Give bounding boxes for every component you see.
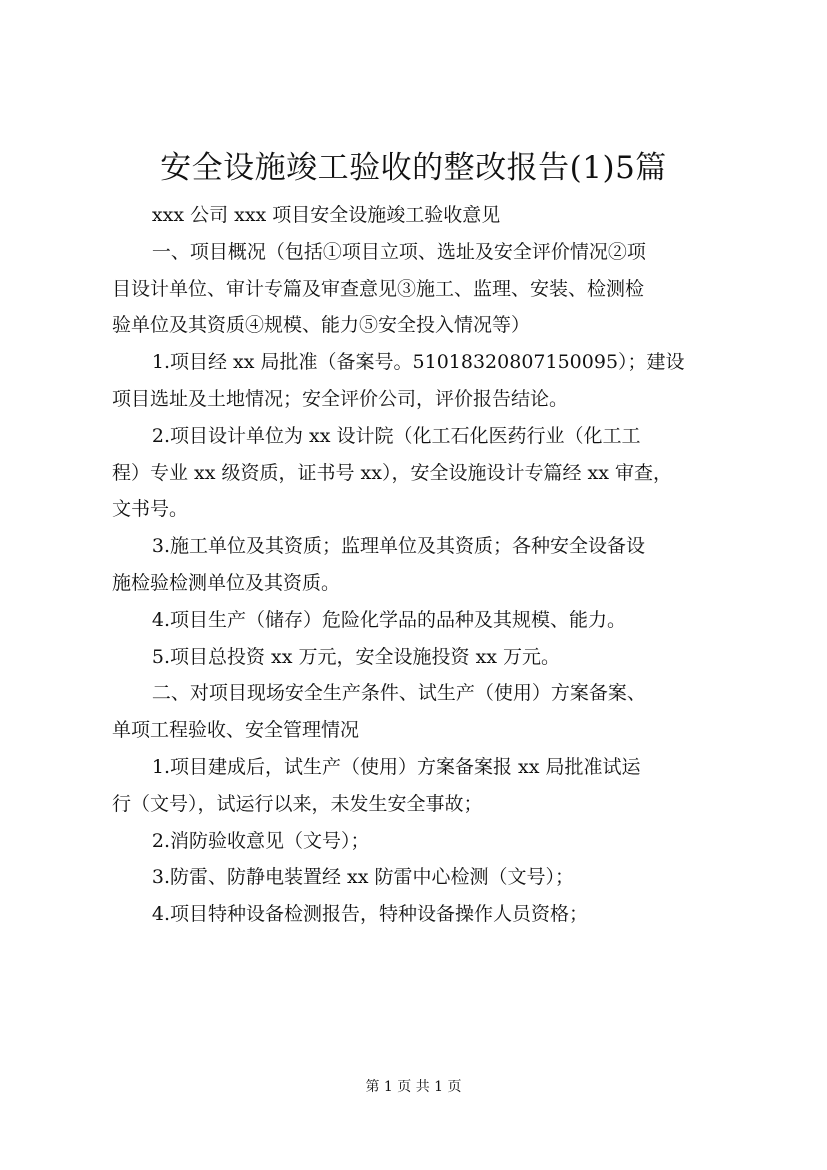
text-line: 验单位及其资质④规模、能力⑤安全投入情况等） bbox=[112, 314, 531, 337]
paragraph-8 bbox=[112, 675, 738, 749]
text-line: 单项工程验收、安全管理情况 bbox=[112, 719, 360, 742]
text-line: 1.项目建成后，试生产（使用）方案备案报 xx 局批准试运 bbox=[151, 755, 641, 778]
text-line: 行（文号），试运行以来，未发生安全事故； bbox=[112, 792, 483, 815]
text-line: 一、项目概况（包括①项目立项、选址及安全评价情况②项 bbox=[151, 240, 646, 263]
paragraph-12 bbox=[112, 896, 738, 933]
text-line: 4.项目生产（储存）危险化学品的品种及其规模、能力。 bbox=[151, 608, 627, 631]
text-line: 1.项目经 xx 局批准（备案号。51018320807150095）；建设 bbox=[151, 351, 685, 374]
paragraph-9 bbox=[112, 749, 738, 823]
text-line: xxx 公司 xxx 项目安全设施竣工验收意见 bbox=[151, 204, 501, 226]
text-line: 3.防雷、防静电装置经 xx 防雷中心检测（文号）； bbox=[151, 866, 575, 889]
paragraph-6 bbox=[112, 602, 738, 639]
text-line: 目设计单位、审计专篇及审查意见③施工、监理、安装、检测检 bbox=[112, 277, 645, 300]
text-line: 3.施工单位及其资质；监理单位及其资质；各种安全设备设 bbox=[151, 535, 646, 558]
text-line: 2.消防验收意见（文号）； bbox=[151, 829, 370, 852]
paragraph-4 bbox=[112, 418, 738, 528]
paragraph-11 bbox=[112, 859, 738, 896]
text-line: 文书号。 bbox=[112, 498, 189, 521]
paragraph-10 bbox=[112, 823, 738, 860]
paragraph-3 bbox=[112, 344, 738, 418]
document-title: 安全设施竣工验收的整改报告(1)5篇 bbox=[160, 150, 667, 186]
paragraph-7 bbox=[112, 639, 738, 676]
page-footer: 第 1 页 共 1 页 bbox=[365, 1079, 462, 1095]
text-line: 程）专业 xx 级资质，证书号 xx），安全设施设计专篇经 xx 审查， bbox=[112, 461, 672, 484]
document-body bbox=[112, 197, 738, 933]
text-line: 2.项目设计单位为 xx 设计院（化工石化医药行业（化工工 bbox=[151, 424, 641, 447]
text-line: 施检验检测单位及其资质。 bbox=[112, 571, 341, 594]
paragraph-5 bbox=[112, 528, 738, 602]
text-line: 4.项目特种设备检测报告，特种设备操作人员资格； bbox=[151, 903, 589, 926]
text-line: 项目选址及土地情况；安全评价公司，评价报告结论。 bbox=[112, 387, 569, 410]
text-line: 二、对项目现场安全生产条件、试生产（使用）方案备案、 bbox=[151, 682, 646, 705]
paragraph-1 bbox=[112, 197, 738, 234]
paragraph-2 bbox=[112, 234, 738, 344]
text-line: 5.项目总投资 xx 万元，安全设施投资 xx 万元。 bbox=[151, 645, 561, 668]
